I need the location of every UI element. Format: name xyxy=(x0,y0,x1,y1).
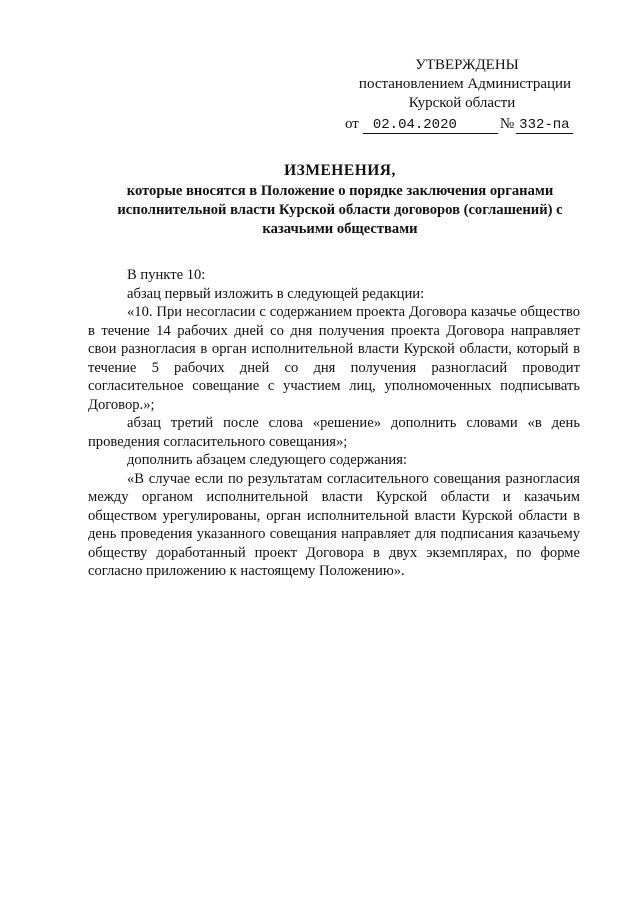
paragraph-instruction-2: абзац третий после слова «решение» дополнить словами «в день проведения согласительного совещания»; xyxy=(88,415,580,450)
approval-heading: УТВЕРЖДЕНЫ xyxy=(415,57,519,73)
approval-date: 02.04.2020 xyxy=(363,118,498,134)
date-label: от xyxy=(345,116,359,132)
paragraph-quote-1: «10. При несогласии с содержанием проекта Договора казачье общество в течение 14 рабочих дней со дня получения проекта Договора направляет свои разногласия в орган исполнительной власти Курской области, который в течение 5 рабочих дней со дня получения разногласий проводит согласительное совещание с участием лиц, уполномоченных подписывать Договор.»; xyxy=(88,304,580,413)
approval-region: Курской области xyxy=(408,95,516,111)
paragraph-intro: В пункте 10: xyxy=(127,267,206,283)
approval-stamp xyxy=(330,56,600,134)
number-sign: № xyxy=(499,116,515,132)
approval-number: 332-па xyxy=(516,118,572,134)
paragraph-instruction-3: дополнить абзацем следующего содержания: xyxy=(127,452,407,468)
approval-issuer: постановлением Администрации xyxy=(358,76,572,92)
paragraph-quote-2: «В случае если по результатам согласительного совещания разногласия между органом исполнительной власти Курской области и казачьим обществом урегулированы, орган исполнительной власти Курской области в день проведения указанного совещания направляет для подписания казачьему обществу доработанный проект Договора в двух экземплярах, по форме согласно приложению к настоящему Положению». xyxy=(88,470,580,579)
paragraph-instruction-1: абзац первый изложить в следующей редакции: xyxy=(127,285,425,302)
approval-date-row xyxy=(330,115,600,134)
document-title xyxy=(90,161,590,239)
title-main: ИЗМЕНЕНИЯ, xyxy=(284,162,396,179)
title-subtitle: которые вносятся в Положение о порядке заключения органами исполнительной власти Курской области договоров (соглашений) с казачьими обществами xyxy=(117,183,563,237)
document-body xyxy=(88,266,580,581)
